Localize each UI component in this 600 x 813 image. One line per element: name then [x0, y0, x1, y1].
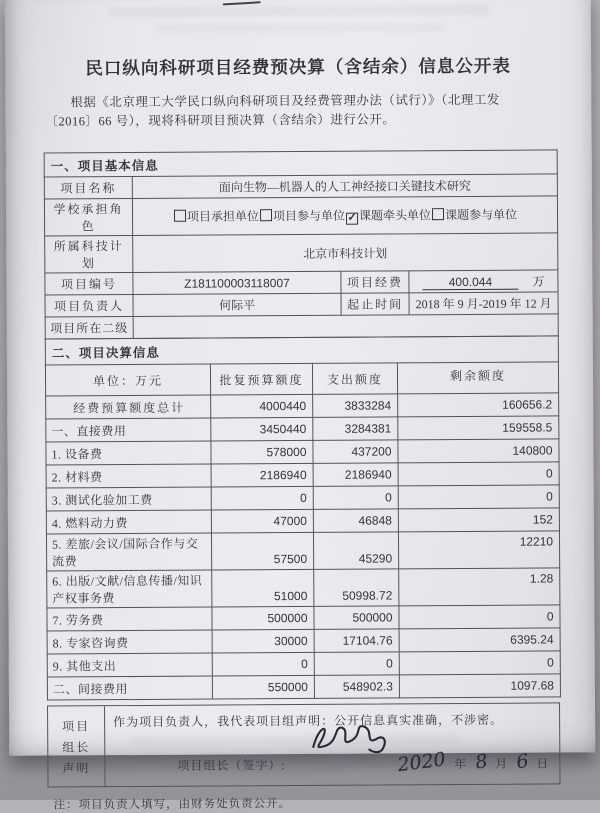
section2-header: 二、项目决算信息: [45, 336, 558, 365]
finance-cell-remain: 152: [398, 508, 559, 532]
finance-cell-spent: 46848: [313, 509, 398, 533]
scan-artifact-line: [223, 1, 261, 5]
fund-amount: 400.044: [422, 275, 518, 291]
finance-cell-spent: 437200: [313, 440, 398, 464]
finance-cell-budget: 2186940: [211, 463, 313, 487]
finance-cell-budget: 0: [212, 652, 314, 676]
basic-info-table: [44, 149, 559, 339]
plan-row: [45, 233, 558, 273]
finance-cell-budget: 57500: [211, 532, 313, 570]
period-value: 2018 年 9 月-2019 年 12 月: [409, 292, 558, 315]
finance-cell-remain: 6395.24: [399, 628, 560, 652]
finance-cell-spent: 50998.72: [314, 569, 399, 607]
finance-cell-spent: 3284381: [313, 417, 398, 441]
finance-cell-spent: 17104.76: [314, 629, 399, 653]
finance-row: [46, 393, 559, 419]
leader-period-row: [45, 292, 558, 317]
finance-cell-remain: 1.28: [399, 568, 560, 606]
finance-cell-spent: 0: [313, 486, 398, 510]
finance-row: [46, 462, 559, 488]
finance-cell-label: 二、间接费用: [47, 676, 212, 700]
finance-cell-remain: 0: [398, 462, 559, 486]
bleedthrough-smudge: [155, 23, 445, 33]
finance-cell-spent: 0: [314, 652, 399, 676]
finance-cell-remain: 140800: [398, 439, 559, 463]
finance-columns-row: [45, 362, 558, 396]
role-option: [259, 209, 345, 224]
finance-cell-remain: 0: [399, 651, 560, 675]
leader-value: 何际平: [133, 293, 341, 316]
finance-cell-label: 一、直接费用: [46, 418, 211, 442]
finance-cell-spent: 500000: [314, 606, 399, 630]
project-fund-value: [409, 270, 558, 293]
checkbox-icon: [174, 210, 186, 222]
school-role-row: [44, 196, 557, 236]
finance-row: [46, 531, 559, 571]
finance-row: [47, 628, 560, 654]
finance-cell-budget: 4000440: [211, 394, 313, 418]
plan-label: 所属科技计划: [45, 236, 133, 274]
declaration-label-line: 组长: [62, 739, 91, 754]
finance-table: [45, 335, 561, 700]
section1-header: 一、项目基本信息: [44, 150, 557, 177]
handwritten-year: 2020: [396, 748, 448, 777]
finance-cell-remain: 160656.2: [398, 393, 559, 417]
finance-cell-label: 7. 劳务费: [47, 607, 212, 631]
month-suffix: 月: [495, 756, 509, 771]
finance-cell-spent: 2186940: [313, 463, 398, 487]
finance-cell-spent: 3833284: [313, 394, 398, 418]
plan-value: 北京市科技计划: [133, 233, 558, 273]
section2-header-row: [45, 336, 558, 365]
footnote: 注：项目负责人填写，由财务处负责公开。: [53, 798, 292, 812]
role-options: [132, 196, 557, 236]
project-name-row: [44, 174, 557, 199]
finance-row: [46, 508, 559, 534]
finance-cell-budget: 550000: [212, 675, 314, 699]
role-option-label: 项目参与单位: [272, 208, 346, 224]
finance-row: [47, 674, 560, 700]
finance-cell-remain: 1097.68: [399, 674, 560, 698]
finance-row: [46, 485, 559, 511]
finance-cell-remain: 159558.5: [398, 416, 559, 440]
leader-label: 项目负责人: [45, 295, 133, 318]
finance-row: [47, 651, 560, 677]
finance-row: [47, 605, 560, 631]
section1-header-row: [44, 150, 557, 177]
finance-cell-remain: 0: [399, 605, 560, 629]
finance-cell-label: 8. 专家咨询费: [47, 630, 212, 654]
intro-paragraph: 根据《北京理工大学民口纵向科研项目及经费管理办法（试行）》（北理工发〔2016〕66 号），现将科研项目预决算（含结余）进行公开。: [45, 92, 500, 129]
finance-cell-label: 5. 差旅/会议/国际合作与交流费: [46, 533, 211, 571]
finance-cell-budget: 30000: [212, 629, 314, 653]
finance-cell-label: 6. 出版/文献/信息传播/知识产权事务费: [47, 570, 212, 608]
bleedthrough-smudge: [110, 5, 490, 17]
finance-cell-budget: 47000: [211, 509, 313, 533]
declaration-box: [47, 702, 560, 787]
project-code-label: 项目编号: [45, 273, 133, 296]
year-suffix: 年: [454, 756, 468, 772]
dept-label: 项目所在二级: [45, 317, 133, 340]
project-fund-label: 项目经费: [341, 271, 409, 293]
role-option-label: 课题牵头单位: [358, 208, 432, 223]
role-option-label: 课题参与单位: [445, 207, 518, 223]
day-suffix: 日: [536, 756, 550, 771]
finance-cell-label: 4. 燃料动力费: [46, 510, 211, 534]
handwritten-day: 6: [514, 749, 530, 774]
finance-cell-budget: 500000: [212, 606, 314, 630]
page-title: 民口纵向科研项目经费预决算（含结余）信息公开表: [85, 55, 511, 79]
role-option: [431, 208, 517, 223]
declaration-statement: 作为项目负责人，我代表项目组声明：公开信息真实准确，不涉密。: [113, 712, 504, 730]
project-name-label: 项目名称: [44, 177, 132, 200]
finance-tbody: [46, 393, 561, 700]
declaration-label-line: 声明: [62, 760, 91, 775]
checkbox-icon: [432, 208, 444, 220]
checkbox-checked-icon: ✓: [347, 211, 357, 224]
checkbox-icon: [260, 209, 272, 221]
finance-cell-remain: 0: [398, 485, 559, 509]
finance-cell-remain: 12210: [398, 531, 559, 569]
sign-label: 项目组长（签字）:: [177, 758, 286, 773]
fund-unit: 万: [532, 274, 545, 289]
finance-cell-budget: 51000: [212, 569, 314, 607]
signature-line: [177, 748, 550, 777]
finance-cell-budget: 0: [211, 486, 313, 510]
finance-cell-label: 经费预算额度总计: [46, 395, 211, 419]
document-page: [5, 0, 596, 812]
declaration-box-label: [48, 706, 105, 786]
finance-cell-budget: 578000: [211, 440, 313, 464]
finance-row: [46, 416, 559, 442]
period-label: 起止时间: [341, 293, 409, 315]
role-option: [173, 209, 259, 224]
finance-cell-label: 9. 其他支出: [47, 653, 212, 677]
col-spent: 支出额度: [312, 363, 397, 395]
col-budget: 批复预算额度: [210, 363, 312, 395]
finance-cell-spent: 45290: [313, 532, 398, 570]
finance-cell-budget: 3450440: [211, 417, 313, 441]
role-option: [345, 208, 431, 223]
declaration-label-line: 项目: [62, 718, 91, 733]
col-remain: 剩余额度: [397, 362, 558, 394]
finance-row: [46, 439, 559, 465]
date-group: [394, 748, 550, 777]
declaration-content: [105, 703, 559, 786]
finance-cell-label: 1. 设备费: [46, 441, 211, 465]
finance-cell-label: 2. 材料费: [46, 464, 211, 488]
handwritten-month: 8: [473, 750, 489, 774]
finance-cell-spent: 548902.3: [314, 675, 399, 699]
col-unit: 单位：万元: [45, 364, 210, 396]
school-role-label: 学校承担角色: [44, 199, 132, 237]
finance-cell-label: 3. 测试化验加工费: [46, 487, 211, 511]
role-option-label: 项目承担单位: [186, 209, 260, 224]
project-name-value: 面向生物—机器人的人工神经接口关键技术研究: [132, 174, 557, 199]
code-fund-row: [45, 270, 558, 295]
finance-row: [47, 568, 560, 608]
project-code-value: Z181100003118007: [133, 271, 341, 294]
page-content: [5, 0, 596, 812]
